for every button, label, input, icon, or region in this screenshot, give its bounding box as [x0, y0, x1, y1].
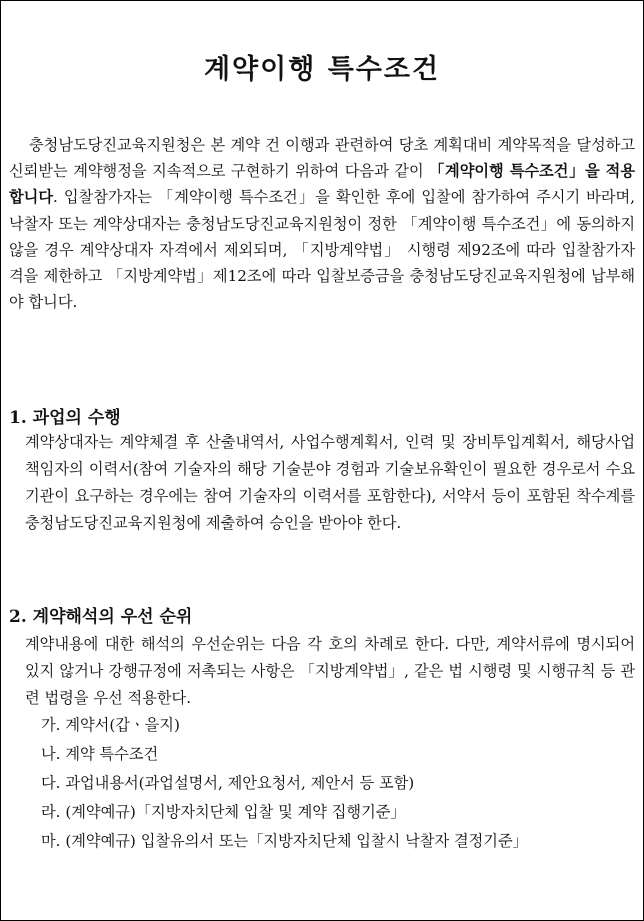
list-item: 다. 과업내용서(과업설명서, 제안요청서, 제안서 등 포함)	[41, 774, 415, 792]
section-1-body: 계약상대자는 계약체결 후 산출내역서, 사업수행계획서, 인력 및 장비투입계획서, 해당사업 책임자의 이력서(참여 기술자의 해당 기술분야 경험과 기술보유확인이 필요한 경우로서 수요기관이 요구하는 경우에는 참여 기술자의 이력서를 포함한다), 서약서 등이 포함된 착수계를 충청남도당진교육지원청에 제출하여 승인을 받아야 한다.	[25, 433, 635, 532]
list-item: 가. 계약서(갑ㆍ을지)	[41, 716, 180, 734]
intro-emphasis: 「계약이행 특수조건」을 적용합니다	[9, 162, 635, 207]
intro-text-end: . 입찰참가자는 「계약이행 특수조건」을 확인한 후에 입찰에 참가하여 주시기 바라며, 낙찰자 또는 계약상대자는 충청남도당진교육지원청이 정한 「계약이행 특수조건」에 동의하지 않을 경우 계약상대자 자격에서 제외되며, 「지방계약법」 시행령 제92조에 따라 입찰참가자격을 제한하고 「지방계약법」제12조에 따라 입찰보증금을 충청남도당진교육지원청에 납부해야 합니다.	[9, 188, 635, 312]
list-item: 라. (계약예규)「지방자치단체 입찰 및 계약 집행기준」	[41, 803, 406, 821]
intro-text-start: 충청남도당진교육지원청은 본 계약 건 이행과 관련하여 당초 계획대비 계약목적을 달성하고 신뢰받는 계약행정을 지속적으로 구현하기 위하여 다음과 같이	[9, 136, 635, 181]
section-2-heading: 2. 계약해석의 우선 순위	[9, 607, 193, 627]
list-item: 마. (계약예규) 입찰유의서 또는「지방자치단체 입찰시 낙찰자 결정기준」	[41, 832, 528, 850]
priority-list	[41, 711, 635, 856]
intro-paragraph	[9, 132, 635, 315]
section-2-body: 계약내용에 대한 해석의 우선순위는 다음 각 호의 차례로 한다. 다만, 계약서류에 명시되어 있지 않거나 강행규정에 저촉되는 사항은 「지방계약법」, 같은 법 시행령 및 시행규칙 등 관련 법령을 우선 적용한다.	[25, 635, 635, 707]
list-item: 나. 계약 특수조건	[41, 745, 159, 763]
page-title: 계약이행 특수조건	[203, 54, 441, 85]
section-1-heading: 1. 과업의 수행	[9, 408, 121, 428]
